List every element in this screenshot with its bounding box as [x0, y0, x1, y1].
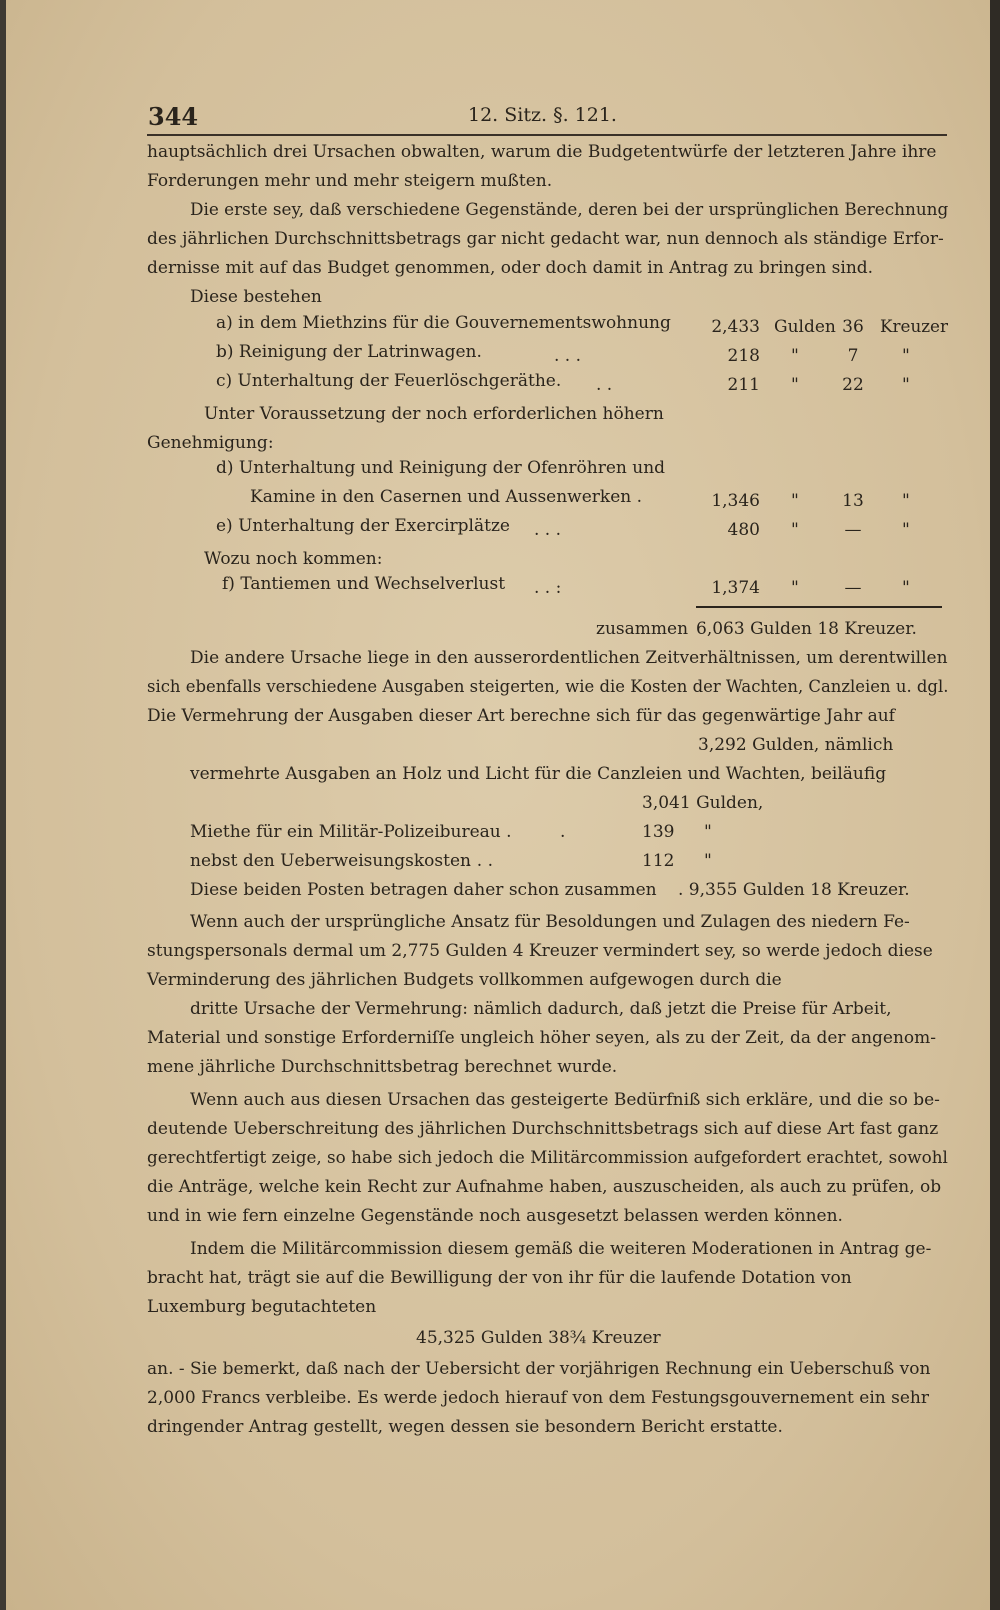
- item-f-label: f) Tantiemen und Wechselverlust: [222, 574, 506, 594]
- item-e-kr: —: [844, 520, 862, 540]
- intro-line-2: Forderungen mehr und mehr steigern mußten.: [147, 171, 553, 191]
- closing-line-2: 2,000 Francs verbleibe. Es werde jedoch hierauf von dem Festungsgouvernement ein sehr: [147, 1388, 929, 1408]
- item-c-kr-unit: ": [902, 375, 910, 395]
- final-line-1: Indem die Militärcommission diesem gemäß die weiteren Moderationen in Antrag ge-: [190, 1239, 932, 1259]
- item-e-dots: . . .: [534, 520, 562, 540]
- item-d-unit: ": [791, 491, 799, 511]
- final-line-3: Luxemburg begutachteten: [147, 1297, 377, 1317]
- item-c-amount: 211: [727, 375, 760, 395]
- item-f-kr: —: [844, 578, 862, 598]
- conclusion-line-1: Wenn auch aus diesen Ursachen das gesteigerte Bedürfniß sich erkläre, und die so be-: [190, 1090, 940, 1110]
- header-rule: [147, 134, 947, 136]
- item-a-label: a) in dem Miethzins für die Gouvernementswohnung: [216, 313, 671, 333]
- item-b-label: b) Reinigung der Latrinwagen.: [216, 342, 482, 362]
- first-cause-line-3: dernisse mit auf das Budget genommen, oder doch damit in Antrag zu bringen sind.: [147, 258, 874, 278]
- item-f-dots: . . :: [534, 578, 562, 598]
- document-page: [6, 0, 990, 1610]
- posten-line: Diese beiden Posten betragen daher schon zusammen: [190, 880, 657, 900]
- amount-3292: 3,292 Gulden, nämlich: [698, 735, 894, 755]
- closing-line-1: an. - Sie bemerkt, daß nach der Uebersicht der vorjährigen Rechnung ein Ueberschuß von: [147, 1359, 931, 1379]
- third-cause-line-5: Material und sonstige Erforderniſſe ungleich höher seyen, als zu der Zeit, da der angenom-: [147, 1028, 937, 1048]
- item-c-kr: 22: [842, 375, 864, 395]
- item-e-kr-unit: ": [902, 520, 910, 540]
- item-f-kr-unit: ": [902, 578, 910, 598]
- closing-line-3: dringender Antrag gestellt, wegen dessen sie besondern Bericht erstatte.: [147, 1417, 783, 1437]
- second-cause-line-2: sich ebenfalls verschiedene Ausgaben steigerten, wie die Kosten der Wachten, Canzleien u. dgl.: [147, 677, 949, 697]
- third-cause-line-3: Verminderung des jährlichen Budgets vollkommen aufgewogen durch die: [147, 970, 782, 990]
- item-e-unit: ": [791, 520, 799, 540]
- item-f-amount: 1,374: [711, 578, 760, 598]
- item-e-label: e) Unterhaltung der Exercirplätze: [216, 516, 510, 536]
- first-cause-line-2: des jährlichen Durchschnittsbetrags gar nicht gedacht war, nun dennoch als ständige Erfor-: [147, 229, 944, 249]
- miethe-dot: .: [560, 822, 566, 842]
- miethe-amount: 139: [642, 822, 675, 842]
- nebst-amount: 112: [642, 851, 675, 871]
- third-cause-line-2: stungspersonals dermal um 2,775 Gulden 4 Kreuzer vermindert sey, so werde jedoch diese: [147, 941, 933, 961]
- item-b-unit: ": [791, 346, 799, 366]
- posten-total: . 9,355 Gulden 18 Kreuzer.: [678, 880, 910, 900]
- first-cause-line-1: Die erste sey, daß verschiedene Gegenstände, deren bei der ursprünglichen Berechnung: [190, 200, 949, 220]
- nebst-label: nebst den Ueberweisungskosten: [190, 851, 471, 871]
- page-number: 344: [148, 102, 199, 131]
- conclusion-line-2: deutende Ueberschreitung des jährlichen Durchschnittsbetrags sich auf diese Art fast ganz: [147, 1119, 939, 1139]
- item-a-unit: Gulden: [774, 317, 836, 337]
- condition-line-1: Unter Voraussetzung der noch erforderlichen höhern: [204, 404, 664, 424]
- total-value: 6,063 Gulden 18 Kreuzer.: [696, 619, 917, 639]
- nebst-dots: . . .: [466, 851, 494, 871]
- conclusion-line-4: die Anträge, welche kein Recht zur Aufnahme haben, auszuscheiden, als auch zu prüfen, ob: [147, 1177, 942, 1197]
- third-cause-line-6: mene jährliche Durchschnittsbetrag berechnet wurde.: [147, 1057, 618, 1077]
- item-e-amount: 480: [727, 520, 760, 540]
- sum-rule: [696, 606, 942, 608]
- running-header: 12. Sitz. §. 121.: [468, 104, 617, 126]
- item-d-kr-unit: ": [902, 491, 910, 511]
- item-f-unit: ": [791, 578, 799, 598]
- final-line-2: bracht hat, trägt sie auf die Bewilligung der von ihr für die laufende Dotation von: [147, 1268, 852, 1288]
- item-b-kr: 7: [847, 346, 859, 366]
- item-b-amount: 218: [727, 346, 760, 366]
- item-b-kr-unit: ": [902, 346, 910, 366]
- intro-line-1: hauptsächlich drei Ursachen obwalten, warum die Budgetentwürfe der letzteren Jahre ihre: [147, 142, 937, 162]
- holz-licht-line: vermehrte Ausgaben an Holz und Licht für die Canzleien und Wachten, beiläufig: [190, 764, 887, 784]
- third-cause-line-4: dritte Ursache der Vermehrung: nämlich dadurch, daß jetzt die Preise für Arbeit,: [190, 999, 892, 1019]
- item-a-amount: 2,433: [711, 317, 760, 337]
- item-c-dots: . .: [596, 375, 613, 395]
- miethe-label: Miethe für ein Militär-Polizeibureau .: [190, 822, 512, 842]
- item-b-dots: . . .: [554, 346, 582, 366]
- amount-3041: 3,041 Gulden,: [642, 793, 764, 813]
- final-amount: 45,325 Gulden 38¾ Kreuzer: [416, 1328, 661, 1348]
- second-cause-line-1: Die andere Ursache liege in den ausserordentlichen Zeitverhältnissen, um derentwillen: [190, 648, 948, 668]
- third-cause-line-1: Wenn auch der ursprüngliche Ansatz für Besoldungen und Zulagen des niedern Fe-: [190, 912, 910, 932]
- miethe-unit: ": [704, 822, 712, 842]
- conclusion-line-5: und in wie fern einzelne Gegenstände noch ausgesetzt belassen werden können.: [147, 1206, 843, 1226]
- item-c-unit: ": [791, 375, 799, 395]
- item-d-line-2: Kamine in den Casernen und Aussenwerken .: [250, 487, 643, 507]
- conclusion-line-3: gerechtfertigt zeige, so habe sich jedoch die Militärcommission aufgefordert erachtet, sowohl: [147, 1148, 948, 1168]
- item-c-label: c) Unterhaltung der Feuerlöschgeräthe.: [216, 371, 562, 391]
- item-d-kr: 13: [842, 491, 864, 511]
- item-a-kr-unit: Kreuzer: [880, 317, 948, 337]
- second-cause-line-3: Die Vermehrung der Ausgaben dieser Art berechne sich für das gegenwärtige Jahr auf: [147, 706, 895, 726]
- item-d-line-1: d) Unterhaltung und Reinigung der Ofenröhren und: [216, 458, 666, 478]
- page-edge-shadow: [990, 0, 1000, 1610]
- nebst-unit: ": [704, 851, 712, 871]
- wozu-noch-kommen: Wozu noch kommen:: [204, 549, 383, 569]
- item-d-amount: 1,346: [711, 491, 760, 511]
- diese-bestehen: Diese bestehen: [190, 287, 322, 307]
- condition-line-2: Genehmigung:: [147, 433, 274, 453]
- item-a-kr: 36: [842, 317, 864, 337]
- total-label: zusammen: [596, 619, 689, 639]
